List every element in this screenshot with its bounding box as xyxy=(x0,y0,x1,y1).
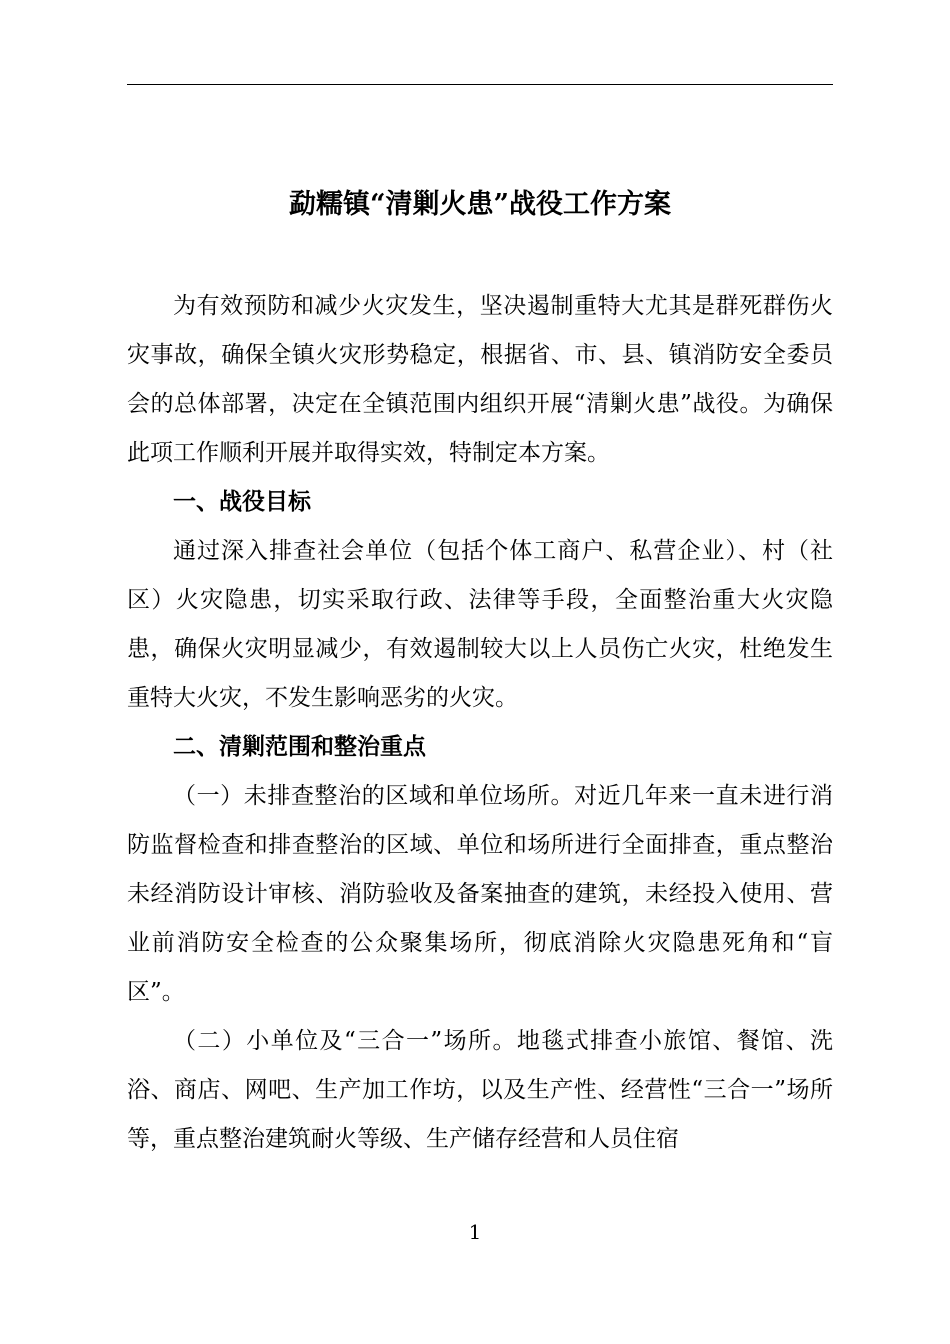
page-number: 1 xyxy=(468,1220,482,1244)
goal-paragraph: 通过深入排查社会单位（包括个体工商户、私营企业）、村（社区）火灾隐患，切实采取行政、法律等手段，全面整治重大火灾隐患，确保火灾明显减少，有效遏制较大以上人员伤亡火灾，杜绝发生重特大火灾，不发生影响恶劣的火灾。 xyxy=(127,538,833,711)
scope-paragraph-1: （一）未排查整治的区域和单位场所。对近几年来一直未进行消防监督检查和排查整治的区域、单位和场所进行全面排查，重点整治未经消防设计审核、消防验收及备案抽查的建筑，未经投入使用、营业前消防安全检查的公众聚集场所，彻底消除火灾隐患死角和“盲区”。 xyxy=(127,783,833,1005)
scope-paragraph-2: （二）小单位及“三合一”场所。地毯式排查小旅馆、餐馆、洗浴、商店、网吧、生产加工作坊，以及生产性、经营性“三合一”场所等，重点整治建筑耐火等级、生产储存经营和人员住宿 xyxy=(127,1028,833,1152)
section-heading-scope: 二、清剿范围和整治重点 xyxy=(173,734,426,760)
intro-paragraph: 为有效预防和减少火灾发生，坚决遏制重特大尤其是群死群伤火灾事故，确保全镇火灾形势稳定，根据省、市、县、镇消防安全委员会的总体部署，决定在全镇范围内组织开展“清剿火患”战役。为确保此项工作顺利开展并取得实效，特制定本方案。 xyxy=(127,293,833,466)
document-title: 勐糯镇“清剿火患”战役工作方案 xyxy=(288,189,672,220)
header-rule xyxy=(127,84,833,85)
document-body xyxy=(127,282,833,1164)
section-heading-goal: 一、战役目标 xyxy=(173,489,311,515)
